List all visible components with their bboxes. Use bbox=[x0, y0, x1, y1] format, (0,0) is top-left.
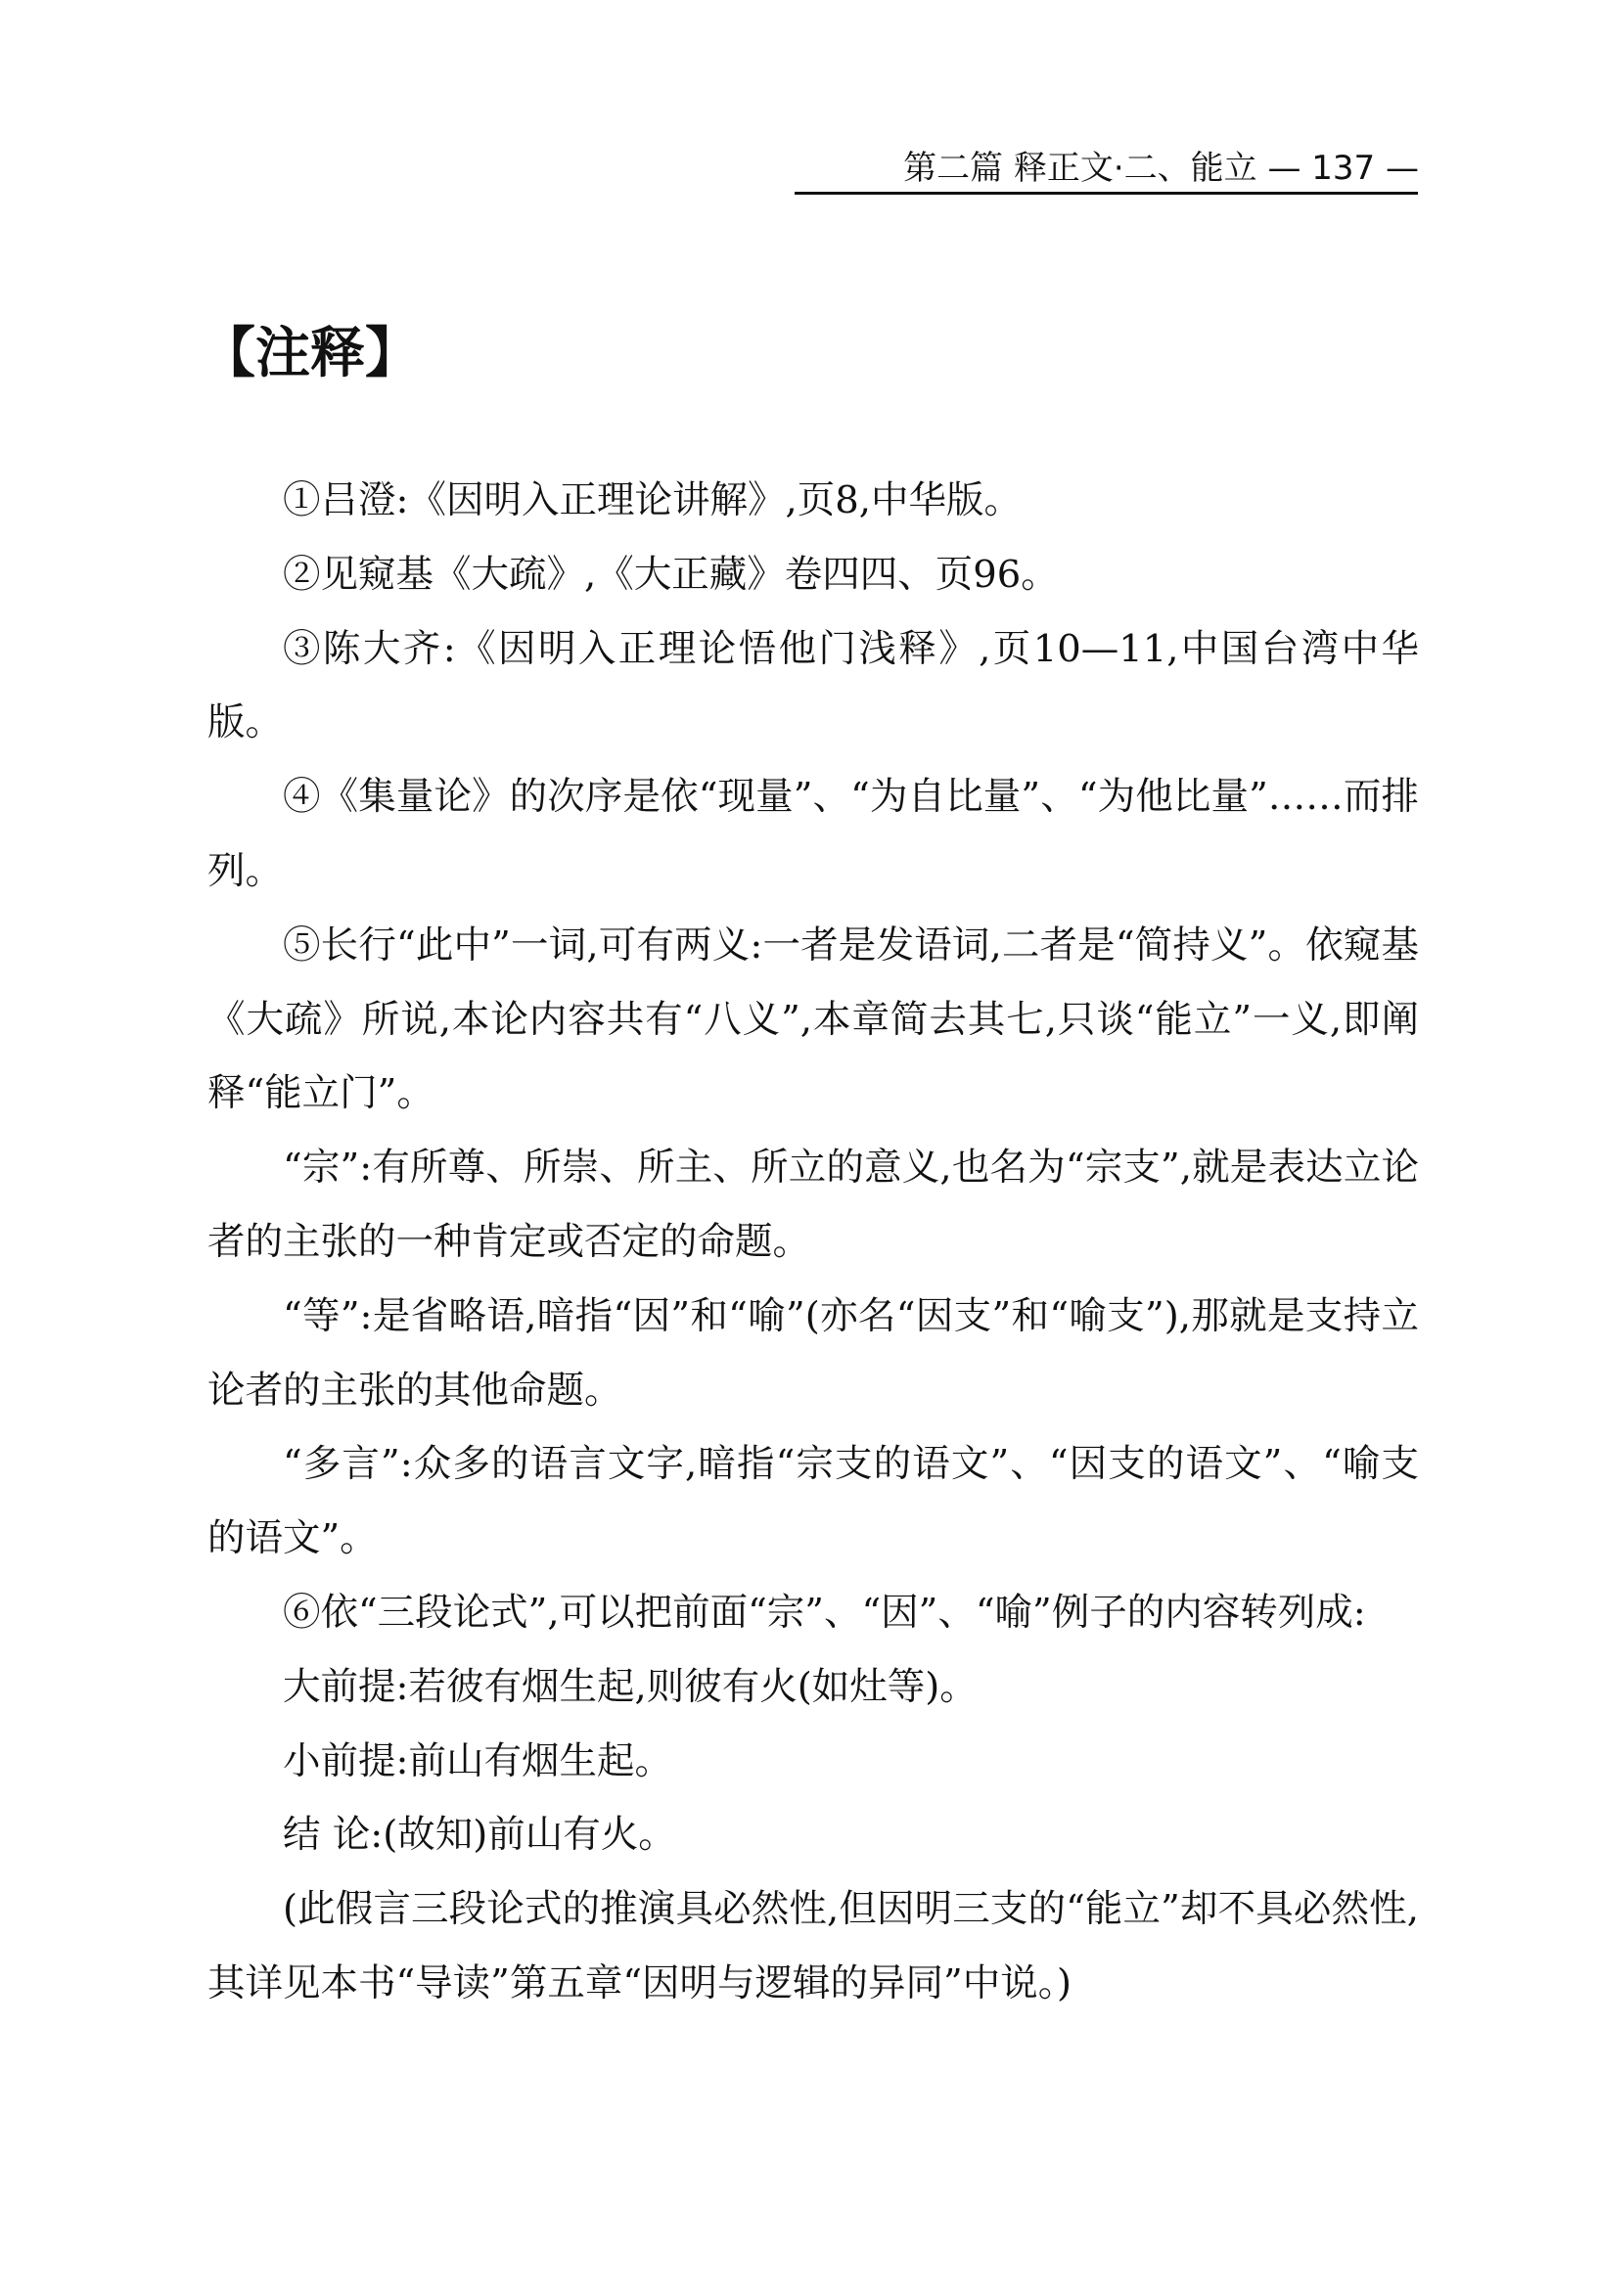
note-5: ⑤长行“此中”一词,可有两义:一者是发语词,二者是“简持义”。依窥基《大疏》所说,本论内容共有“八义”,本章简去其七,只谈“能立”一义,即阐释“能立门”。 bbox=[207, 923, 1419, 1116]
section-heading: 【注释】 bbox=[201, 322, 420, 385]
note-6: ⑥依“三段论式”,可以把前面“宗”、“因”、“喻”例子的内容转列成: bbox=[283, 1590, 1366, 1635]
note-3: ③陈大齐:《因明入正理论悟他门浅释》,页10—11,中国台湾中华版。 bbox=[207, 626, 1419, 745]
minor-premise: 小前提:前山有烟生起。 bbox=[283, 1738, 672, 1783]
note-1: ①吕澄:《因明入正理论讲解》,页8,中华版。 bbox=[283, 478, 1022, 522]
note-5-zong: “宗”:有所尊、所崇、所主、所立的意义,也名为“宗支”,就是表达立论者的主张的一种肯定或否定的命题。 bbox=[207, 1146, 1419, 1264]
note-5-duoyan: “多言”:众多的语言文字,暗指“宗支的语文”、“因支的语文”、“喻支的语文”。 bbox=[207, 1442, 1419, 1561]
note-2: ②见窥基《大疏》,《大正藏》卷四四、页96。 bbox=[283, 552, 1059, 597]
header-rule bbox=[795, 192, 1418, 195]
conclusion: 结 论:(故知)前山有火。 bbox=[283, 1813, 676, 1858]
major-premise: 大前提:若彼有烟生起,则彼有火(如灶等)。 bbox=[283, 1664, 978, 1709]
running-header: 第二篇 释正文·二、能立 — 137 — bbox=[903, 149, 1419, 188]
note-6-remark: (此假言三段论式的推演具必然性,但因明三支的“能立”却不具必然性,其详见本书“导读”第五章“因明与逻辑的异同”中说。) bbox=[207, 1887, 1419, 2005]
note-5-deng: “等”:是省略语,暗指“因”和“喻”(亦名“因支”和“喻支”),那就是支持立论者的主张的其他命题。 bbox=[207, 1293, 1419, 1413]
note-4: ④《集量论》的次序是依“现量”、“为自比量”、“为他比量”……而排列。 bbox=[207, 775, 1419, 893]
notes-body bbox=[207, 464, 1419, 2021]
